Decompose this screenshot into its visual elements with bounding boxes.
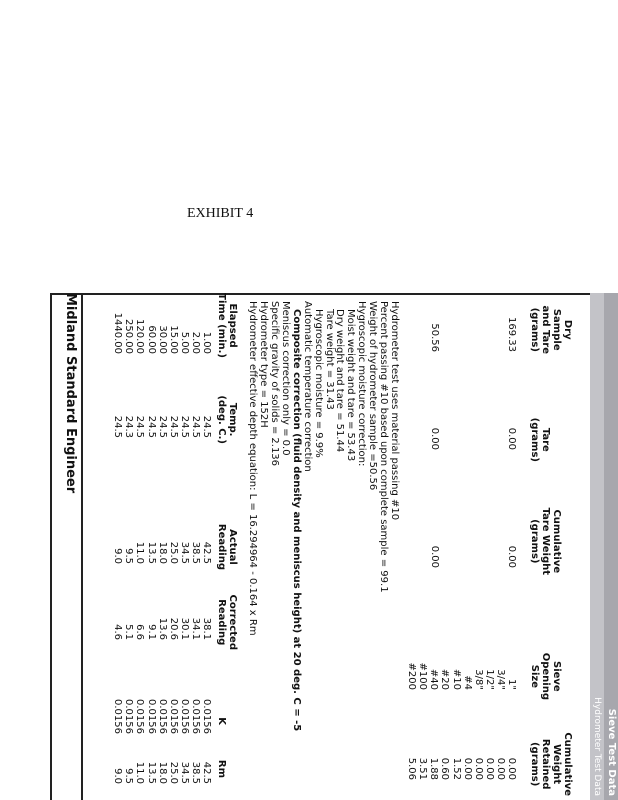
- sieve-opening: #200: [406, 662, 418, 690]
- actual-reading: 9.5: [123, 548, 135, 564]
- sieve-opening: 3/4": [494, 669, 506, 690]
- temp-value: 24.5: [156, 415, 168, 438]
- actual-reading: 38.5: [189, 541, 201, 564]
- k-column: [112, 699, 212, 734]
- note-line: Moist weight and tare = 53.43: [345, 309, 357, 462]
- sieve-opening: #100: [417, 662, 429, 690]
- rm-value: 18.0: [156, 761, 168, 784]
- dry-sample-value-1: 169.33: [506, 317, 517, 352]
- note-line: Specific gravity of solids = 2.136: [269, 301, 281, 467]
- retained-value: 1.88: [428, 757, 440, 780]
- k-value: 0.0156: [112, 699, 124, 734]
- elapsed-time: 30.00: [156, 325, 168, 354]
- rm-value: 42.5: [201, 761, 212, 784]
- sieve-opening: 1/2": [483, 669, 495, 690]
- actual-reading: 13.5: [145, 541, 157, 564]
- k-value: 0.0156: [134, 699, 146, 734]
- temp-value: 24.5: [201, 415, 212, 438]
- temp-value: 24.5: [145, 415, 157, 438]
- col-header-temp: Temp. (deg. C.): [216, 395, 238, 444]
- actual-reading: 18.0: [156, 541, 168, 564]
- scanned-report: [50, 293, 618, 800]
- col-header-corrected-reading: Corrected Reading: [216, 594, 238, 650]
- retained-value: 0.00: [506, 757, 517, 780]
- corrected-reading: 4.6: [112, 624, 124, 640]
- retained-value: 3.51: [417, 757, 429, 780]
- cum-tare-value-2: 0.00: [429, 545, 440, 568]
- rm-value: 9.5: [123, 768, 135, 784]
- note-line: Meniscus correction only = 0.0: [279, 301, 291, 456]
- sieve-opening: #20: [439, 668, 451, 690]
- col-header-sieve-opening: Sieve Opening Size: [529, 652, 562, 700]
- actual-reading: 11.0: [134, 541, 146, 564]
- temp-value: 24.3: [123, 415, 135, 438]
- k-value: 0.0156: [189, 699, 201, 734]
- rm-value: 34.5: [178, 761, 190, 784]
- k-value: 0.0156: [178, 699, 190, 734]
- note-line: Automatic temperature correction: [301, 301, 313, 472]
- temp-value: 24.5: [189, 415, 201, 438]
- sieve-opening: #10: [450, 668, 462, 690]
- elapsed-time: 1.00: [201, 331, 212, 354]
- k-value: 0.0156: [167, 699, 179, 734]
- note-line: Hydrometer type = 152H: [258, 301, 270, 428]
- retained-value: 0.60: [439, 757, 451, 780]
- corrected-reading-column: [112, 618, 212, 640]
- col-header-tare: Tare (grams): [529, 417, 551, 462]
- rm-value: 38.5: [189, 761, 201, 784]
- rm-value: 13.5: [145, 761, 157, 784]
- cum-tare-value-1: 0.00: [506, 545, 517, 568]
- dry-sample-value-2: 50.56: [429, 323, 440, 352]
- company-name: Midland Standard Engineer: [63, 293, 78, 494]
- col-header-k: K: [216, 717, 227, 725]
- note-line: Dry weight and tare = 51.44: [334, 309, 346, 453]
- temp-value: 24.5: [167, 415, 179, 438]
- rotated-page: [50, 293, 618, 800]
- elapsed-time: 15.00: [167, 325, 179, 354]
- tare-value-1: 0.00: [506, 427, 517, 450]
- col-header-rm: Rm: [216, 759, 227, 778]
- rm-value: 9.0: [112, 768, 124, 784]
- elapsed-time: 1440.00: [112, 312, 124, 354]
- retained-value: 5.06: [406, 757, 418, 780]
- corrected-reading: 6.6: [134, 624, 146, 640]
- note-line: Percent passing #10 based upon complete sample = 99.1: [378, 301, 390, 593]
- rm-column: [112, 762, 212, 784]
- elapsed-time: 5.00: [178, 331, 190, 354]
- tare-value-2: 0.00: [429, 427, 440, 450]
- rm-value: 25.0: [167, 761, 179, 784]
- actual-reading: 42.5: [201, 541, 212, 564]
- retained-value: 0.00: [461, 757, 473, 780]
- cumulative-retained-column: [406, 758, 517, 780]
- report-title: Sieve Test Data: [606, 708, 617, 796]
- corrected-reading: 9.1: [145, 624, 157, 640]
- note-line: Hydrometer effective depth equation: L = 16.294964 - 0.164 x Rm: [247, 301, 259, 636]
- note-line: Weight of hydrometer sample =50.56: [367, 301, 379, 491]
- sieve-opening: 1": [506, 679, 517, 690]
- corrected-reading: 38.1: [201, 617, 212, 640]
- temp-column: [112, 416, 212, 438]
- hydrometer-notes: [246, 301, 399, 731]
- retained-value: 0.00: [472, 757, 484, 780]
- elapsed-time: 2.00: [189, 331, 201, 354]
- corrected-reading: 34.1: [189, 617, 201, 640]
- corrected-reading: 30.1: [178, 617, 190, 640]
- retained-value: 0.00: [494, 757, 506, 780]
- temp-value: 24.5: [178, 415, 190, 438]
- note-line: Hydrometer test uses material passing #10: [389, 301, 400, 521]
- sieve-openings-column: [406, 663, 517, 690]
- retained-value: 0.00: [483, 757, 495, 780]
- col-header-cumulative-retained: Cumulative Weight Retained (grams): [529, 732, 573, 796]
- hydrometer-title: Hydrometer Test Data: [592, 697, 602, 796]
- retained-value: 1.52: [450, 757, 462, 780]
- temp-value: 24.5: [134, 415, 146, 438]
- sieve-opening: 3/8": [472, 669, 484, 690]
- rm-value: 11.0: [134, 761, 146, 784]
- actual-reading: 34.5: [178, 541, 190, 564]
- elapsed-time: 250.00: [123, 319, 135, 354]
- sieve-opening: #4: [461, 675, 473, 690]
- elapsed-time: 120.00: [134, 319, 146, 354]
- corrected-reading: 20.6: [167, 617, 179, 640]
- k-value: 0.0156: [123, 699, 135, 734]
- note-line: Hygroscopic moisture correction:: [356, 301, 368, 467]
- col-header-dry-sample: Dry Sample and Tare (grams): [529, 305, 573, 354]
- k-value: 0.0156: [201, 699, 212, 734]
- note-line: Tare weight = 31.43: [323, 309, 335, 410]
- footer-rule: [81, 293, 83, 800]
- col-header-actual-reading: Actual Reading: [216, 523, 238, 570]
- temp-value: 24.5: [112, 415, 124, 438]
- corrected-reading: 13.6: [156, 617, 168, 640]
- sieve-opening: #40: [428, 668, 440, 690]
- actual-reading: 9.0: [112, 548, 124, 564]
- note-line: Composite correction (fluid density and meniscus height) at 20 deg. C = -5: [290, 309, 302, 732]
- corrected-reading: 5.1: [123, 624, 135, 640]
- note-line: Hygroscopic moisture = 9.9%: [312, 309, 324, 458]
- col-header-cumulative-tare: Cumulative Tare Weight (grams): [529, 507, 562, 575]
- k-value: 0.0156: [156, 699, 168, 734]
- k-value: 0.0156: [145, 699, 157, 734]
- actual-reading-column: [112, 542, 212, 564]
- elapsed-time: 60.00: [145, 325, 157, 354]
- actual-reading: 25.0: [167, 541, 179, 564]
- exhibit-label: EXHIBIT 4: [187, 206, 254, 221]
- col-header-elapsed-time: Elapsed Time (min.): [216, 293, 238, 358]
- elapsed-time-column: [112, 313, 212, 354]
